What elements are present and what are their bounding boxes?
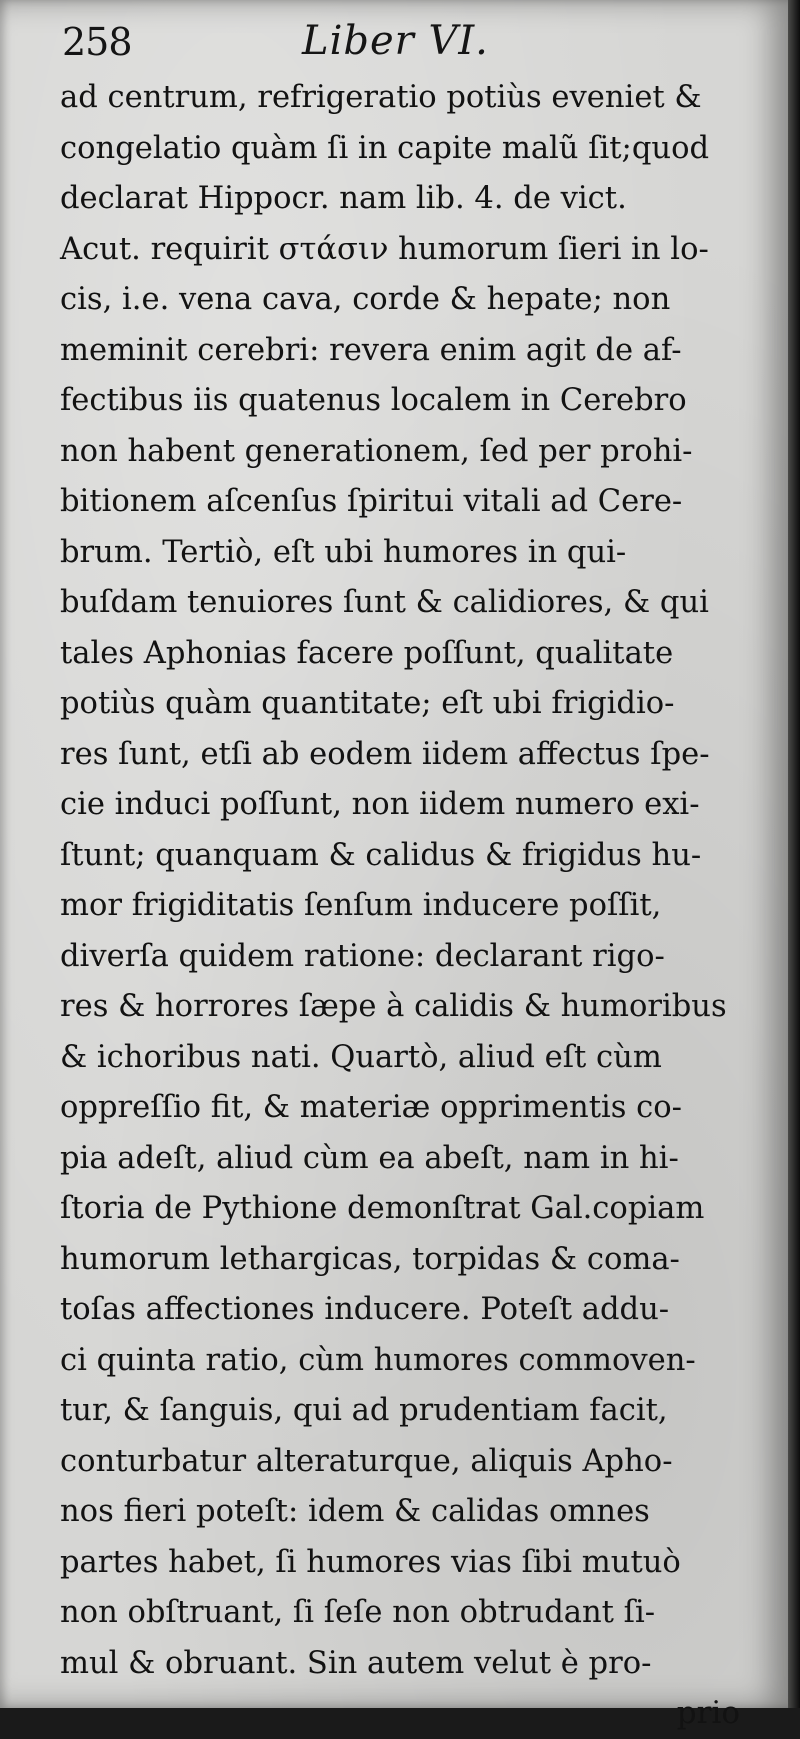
text-line: & ichoribus nati. Quartò, aliud eſt cùm <box>60 1038 662 1075</box>
text-line: cie induci poſſunt, non iidem numero exi- <box>60 786 700 822</box>
text-line: ci quinta ratio, cùm humores commoven- <box>60 1341 696 1378</box>
text-line: ſtunt; quanquam & calidus & frigidus hu- <box>60 836 702 873</box>
text-line: potiùs quàm quantitate; eſt ubi frigidio- <box>60 685 675 721</box>
text-line: mul & obruant. Sin autem velut è pro- <box>60 1644 652 1681</box>
text-line: brum. Tertiò, eſt ubi humores in qui- <box>60 533 627 570</box>
text-line: declarat Hippocr. nam lib. 4. de vict. <box>60 180 627 216</box>
text-line: conturbatur alteraturque, aliquis Apho- <box>60 1442 673 1479</box>
text-line: non obſtruant, ſi ſeſe non obtrudant ſi- <box>60 1594 656 1630</box>
text-line: mor frigiditatis ſenſum inducere poſſit, <box>60 887 662 923</box>
text-line: tales Aphonias facere poſſunt, qualitate <box>60 634 674 671</box>
text-line: Acut. requirit στάσιν humorum ſieri in lo- <box>60 230 709 267</box>
text-line: humorum lethargicas, torpidas & coma- <box>60 1240 680 1277</box>
text-line: non habent generationem, ſed per prohi- <box>60 432 693 469</box>
text-line: buſdam tenuiores ſunt & calidiores, & qui <box>60 584 709 620</box>
running-head: Liber VI. <box>302 18 489 64</box>
text-line: partes habet, ſi humores vias ſibi mutuò <box>60 1543 681 1580</box>
text-line: pia adeſt, aliud cùm ea abeſt, nam in hi- <box>60 1139 679 1176</box>
text-line: congelatio quàm ſi in capite malũ ſit;quod <box>60 129 710 166</box>
text-line: res ſunt, etſi ab eodem iidem affectus ſpe- <box>60 735 710 772</box>
text-line: toſas affectiones inducere. Poteſt addu- <box>60 1291 670 1327</box>
text-line: meminit cerebri: revera enim agit de af- <box>60 331 682 368</box>
page-number: 258 <box>62 20 132 64</box>
text-line: nos fieri poteſt: idem & calidas omnes <box>60 1493 650 1529</box>
book-gutter <box>788 0 800 1708</box>
catchword: prio <box>676 1695 740 1731</box>
text-line: ſtoria de Pythione demonſtrat Gal.copiam <box>60 1190 705 1226</box>
text-line: cis, i.e. vena cava, corde & hepate; non <box>60 281 671 317</box>
body-text <box>60 72 760 1739</box>
text-line: oppreſſio fit, & materiæ opprimentis co- <box>60 1089 683 1125</box>
text-line: ad centrum, refrigeratio potiùs eveniet & <box>60 79 702 115</box>
text-line: diverſa quidem ratione: declarant rigo- <box>60 937 665 974</box>
text-line: fectibus iis quatenus localem in Cerebro <box>60 382 687 418</box>
text-line: bitionem aſcenſus ſpiritui vitali ad Cere- <box>60 483 683 519</box>
text-line: res & horrores ſæpe à calidis & humoribus <box>60 988 727 1024</box>
page-header <box>62 14 762 74</box>
text-line: tur, & ſanguis, qui ad prudentiam facit, <box>60 1392 668 1428</box>
